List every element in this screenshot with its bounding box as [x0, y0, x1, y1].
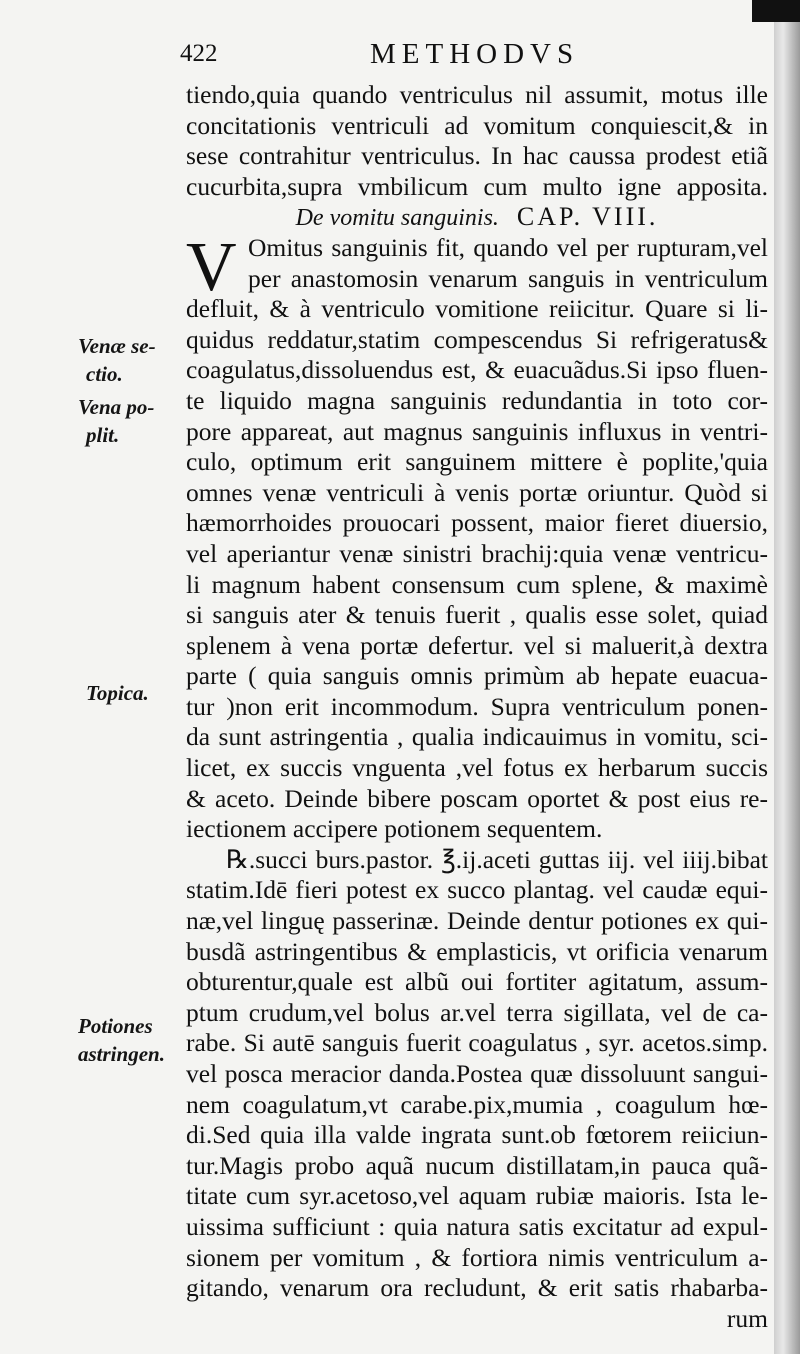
text-line: li magnum habent consensum cum splene, & maximè: [186, 569, 768, 599]
text-line: nem coagulatum,vt carabe.pix,mumia , coagulum hœ-: [186, 1089, 768, 1119]
book-spine-shadow: [774, 0, 800, 1354]
text-line: cucurbita,supra vmbilicum cum multo igne apposita.: [186, 171, 768, 201]
text-line: ℞.succi burs.pastor. ℥.ij.aceti guttas iij. vel iiij.bibat: [226, 844, 768, 874]
text-line: Omitus sanguinis fit, quando vel per rupturam,vel: [248, 232, 768, 262]
margin-note-potiones-1: Potiones: [78, 1014, 153, 1038]
chapter-title: De vomitu sanguinis.: [295, 205, 499, 232]
text-line: sese contrahitur ventriculus. In hac caussa prodest etiã: [186, 141, 768, 171]
text-line: si sanguis ater & tenuis fuerit , qualis esse solet, quiad: [186, 600, 768, 630]
text-line: concitationis ventriculi ad vomitum conquiescit,& in: [186, 110, 768, 140]
catchword: rum: [726, 1303, 768, 1333]
text-line: & aceto. Deinde bibere poscam oportet & post eius re-: [186, 783, 768, 813]
text-line: titate cum syr.acetoso,vel aquam rubiæ maioris. Ista le-: [186, 1181, 768, 1211]
dropcap-block: [186, 228, 768, 306]
text-line: licet, ex succis vnguenta ,vel fotus ex herbarum succis: [186, 753, 768, 783]
text-line: vel posca meracior danda.Postea quæ dissoluunt sangui-: [186, 1059, 768, 1088]
margin-note-topica: Topica.: [86, 681, 149, 705]
text-line: quidus reddatur,statim compescendus Si refrigeratus&: [186, 324, 768, 354]
text-line: defluit, & à ventriculo vomitione reiicitur. Quare si li-: [186, 294, 768, 324]
running-head: METHODVS: [370, 38, 580, 70]
text-line: da sunt astringentia , qualia indicauimus in vomitu, sci-: [186, 722, 768, 752]
margin-note-vena-poplitis-1: Vena po-: [78, 395, 155, 419]
text-line: omnes venæ ventriculi à venis portæ oriuntur. Quòd si: [186, 477, 768, 507]
text-line: obturentur,quale est albũ oui fortiter agitatum, assum-: [186, 967, 768, 997]
text-line: rabe. Si autē sanguis fuerit coagulatus , syr. acetos.simp.: [186, 1028, 768, 1058]
main-text: [186, 80, 768, 1334]
text-line: hæmorrhoides prouocari possent, maior fieret diuersio,: [186, 508, 768, 538]
text-line: culo, optimum erit sanguinem mittere è poplite,'quia: [186, 447, 768, 477]
text-line: tur )non erit incommodum. Supra ventriculum ponen-: [186, 691, 768, 721]
text-line: ptum crudum,vel bolus ar.vel terra sigillata, vel de ca-: [186, 997, 768, 1027]
text-line: gitando, venarum ora recludunt, & erit satis rhabarba-: [186, 1273, 768, 1303]
text-line: coagulatus,dissoluendus est, & euacuãdus.Si ipso fluen-: [186, 355, 768, 385]
text-line: tur.Magis probo aquã nucum distillatam,in pauca quã-: [186, 1150, 768, 1180]
text-line: uissima sufficiunt : quia natura satis excitatur ad expul-: [186, 1211, 768, 1241]
margin-note-venae-sectio-1: Venæ se-: [78, 334, 156, 358]
text-line: busdã astringentibus & emplasticis, vt orificia venarum: [186, 936, 768, 966]
text-line: tiendo,quia quando ventriculus nil assumit, motus ille: [186, 80, 768, 109]
binding-edge: [752, 0, 800, 22]
text-line: splenem à vena portæ defertur. vel si maluerit,à dextra: [186, 630, 768, 660]
text-line: iectionem accipere potionem sequentem.: [186, 814, 603, 844]
text-line: te liquido magna sanguinis redundantia in toto cor-: [186, 385, 768, 415]
text-line: parte ( quia sanguis omnis primùm ab hepate euacua-: [186, 661, 768, 691]
margin-note-vena-poplitis-2: plit.: [86, 423, 120, 447]
text-line: per anastomosin venarum sanguis in ventriculum: [248, 263, 768, 293]
page-number: 422: [180, 40, 218, 67]
text-line: pore appareat, aut magnus sanguinis influxus in ventri-: [186, 416, 768, 446]
chapter-number: CAP. VIII.: [516, 202, 659, 232]
text-line: næ,vel linguę passerinæ. Deinde dentur potiones ex qui-: [186, 906, 768, 936]
text-line: sionem per vomitum , & fortiora nimis ventriculum a-: [186, 1242, 768, 1272]
drop-cap: V: [186, 228, 237, 306]
margin-note-potiones-2: astringen.: [78, 1042, 165, 1066]
text-line: vel aperiantur venæ sinistri brachij:quia venæ ventricu-: [186, 538, 768, 568]
text-line: statim.Idē fieri potest ex succo plantag. vel caudæ equi-: [186, 875, 768, 905]
page-header: [180, 40, 770, 76]
chapter-heading: [186, 202, 768, 233]
text-line: di.Sed quia illa valde ingrata sunt.ob fœtorem reiiciun-: [186, 1120, 768, 1150]
margin-note-venae-sectio-2: ctio.: [86, 362, 123, 386]
